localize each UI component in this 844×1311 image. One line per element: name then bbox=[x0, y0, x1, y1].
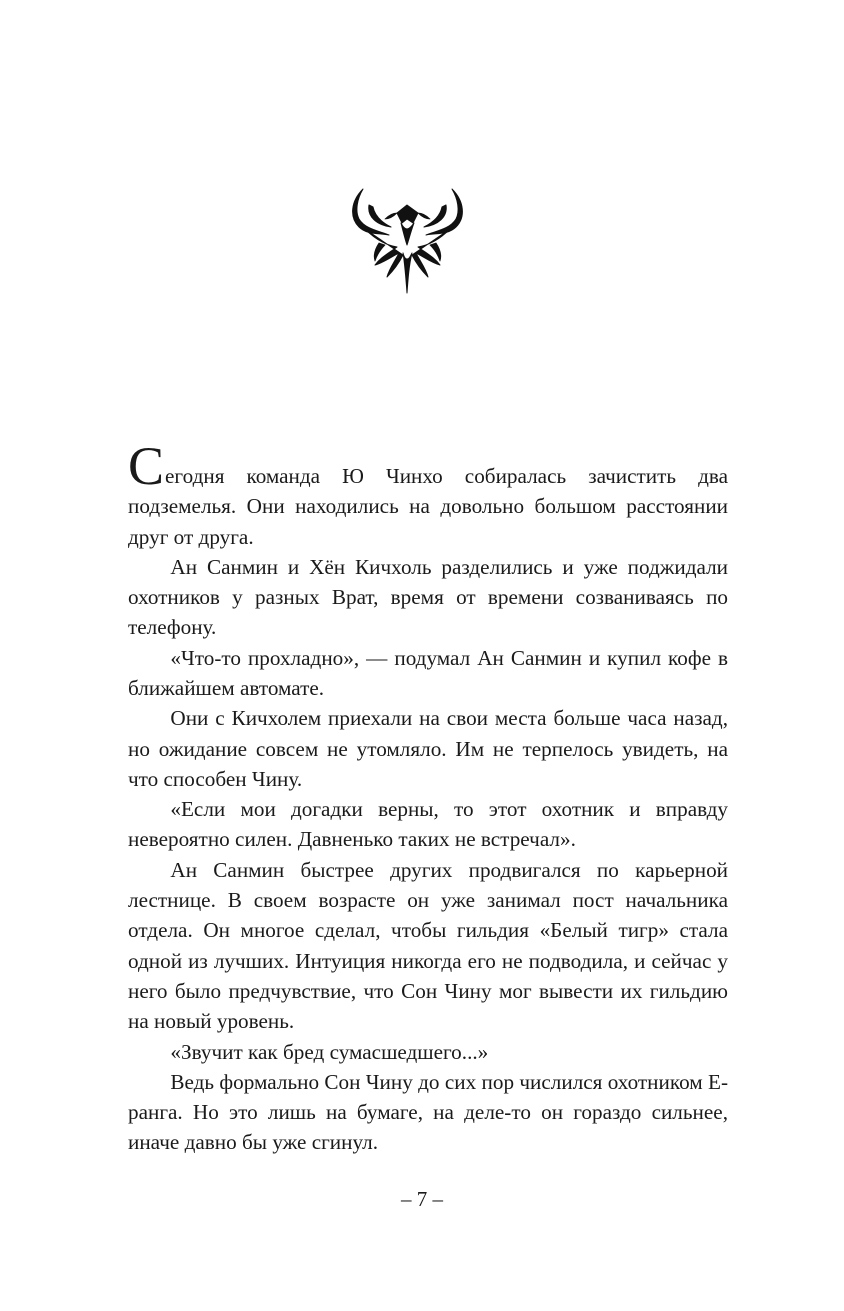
body-text bbox=[128, 436, 728, 1158]
winged-tribal-ornament-icon bbox=[345, 183, 470, 295]
paragraph: «Что-то прохладно», — подумал Ан Санмин и купил кофе в ближайшем автомате. bbox=[128, 645, 728, 700]
page-number: – 7 – bbox=[401, 1187, 443, 1211]
paragraph-text: егодня команда Ю Чинхо собиралась зачистить два подземелья. Они находились на довольно большом расстоянии друг от друга. bbox=[128, 463, 728, 549]
paragraph: Ан Санмин и Хён Кичхоль разделились и уже поджидали охотников у разных Врат, время от времени созваниваясь по телефону. bbox=[128, 554, 728, 640]
paragraph: Ведь формально Сон Чину до сих пор числился охотником Е-ранга. Но это лишь на бумаге, на деле-то он гораздо сильнее, иначе давно бы уже сгинул. bbox=[128, 1069, 728, 1155]
drop-cap: С bbox=[128, 436, 165, 496]
paragraph bbox=[128, 436, 728, 552]
paragraph: «Если мои догадки верны, то этот охотник и вправду невероятно силен. Давненько таких не встречал». bbox=[128, 797, 728, 852]
paragraph: Они с Кичхолем приехали на свои места больше часа назад, но ожидание совсем не утомляло. Им не терпелось увидеть, на что способен Чину. bbox=[128, 706, 728, 791]
paragraph: Ан Санмин быстрее других продвигался по карьерной лестнице. В своем возрасте он уже занимал пост начальника отдела. Он многое сделал, чтобы гильдия «Белый тигр» стала одной из лучших. Интуиция никогда его не подводила, и сейчас у него было предчувствие, что Сон Чину мог вывести их гильдию на новый уровень. bbox=[128, 857, 728, 1034]
paragraph: «Звучит как бред сумасшедшего...» bbox=[170, 1039, 489, 1064]
